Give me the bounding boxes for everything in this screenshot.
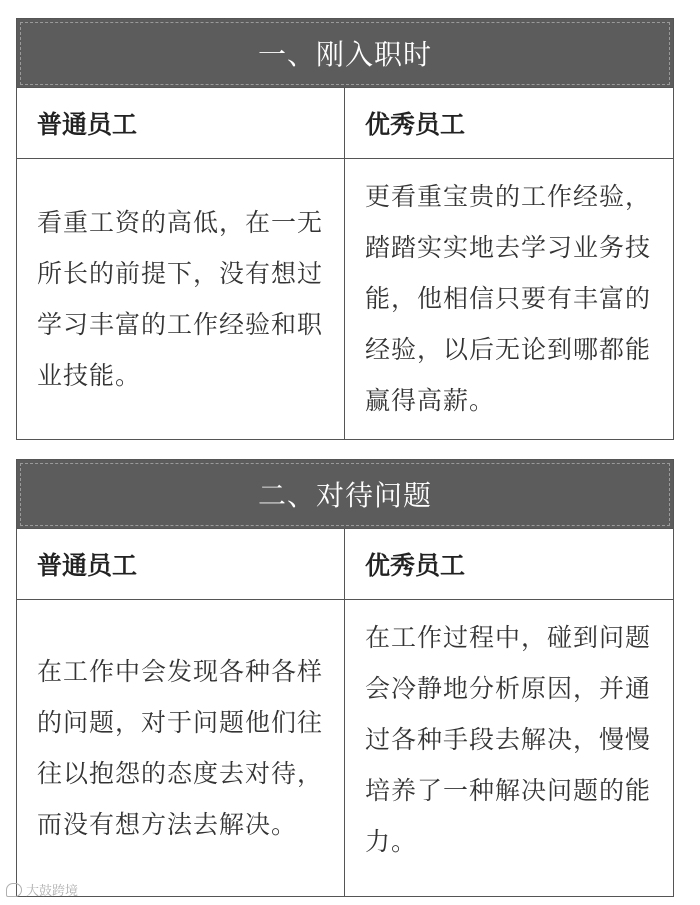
- ordinary-employee-header: 普通员工: [17, 529, 345, 599]
- ordinary-employee-text: [17, 600, 345, 896]
- excellent-employee-text: 在工作过程中，碰到问题会冷静地分析原因，并通过各种手段去解决，慢慢培养了一种解决问题的能力。: [365, 623, 652, 856]
- weibo-icon: [6, 883, 22, 897]
- watermark: [6, 880, 78, 899]
- ordinary-employee-description: 在工作中会发现各种各样的问题，对于问题他们往往以抱怨的态度去对待，而没有想方法去解决。: [37, 657, 324, 839]
- column-header-row: [17, 88, 673, 159]
- excellent-employee-header: 优秀员工: [365, 110, 466, 139]
- comparison-row: [17, 159, 673, 439]
- ordinary-employee-header: 普通员工: [17, 88, 345, 158]
- section-title: 一、刚入职时: [17, 19, 673, 88]
- comparison-row: [17, 600, 673, 896]
- column-header-row: [17, 529, 673, 600]
- section-title: 二、对待问题: [17, 460, 673, 529]
- section-problems: [16, 459, 674, 897]
- section-joining: [16, 18, 674, 440]
- ordinary-employee-description: 看重工资的高低，在一无所长的前提下，没有想过学习丰富的工作经验和职业技能。: [37, 208, 324, 390]
- watermark-text: 大鼓跨境: [26, 884, 79, 899]
- ordinary-employee-text: [17, 159, 345, 439]
- excellent-employee-text: 更看重宝贵的工作经验，踏踏实实地去学习业务技能，他相信只要有丰富的经验，以后无论到哪都能赢得高薪。: [365, 182, 652, 415]
- excellent-employee-header: 优秀员工: [365, 551, 466, 580]
